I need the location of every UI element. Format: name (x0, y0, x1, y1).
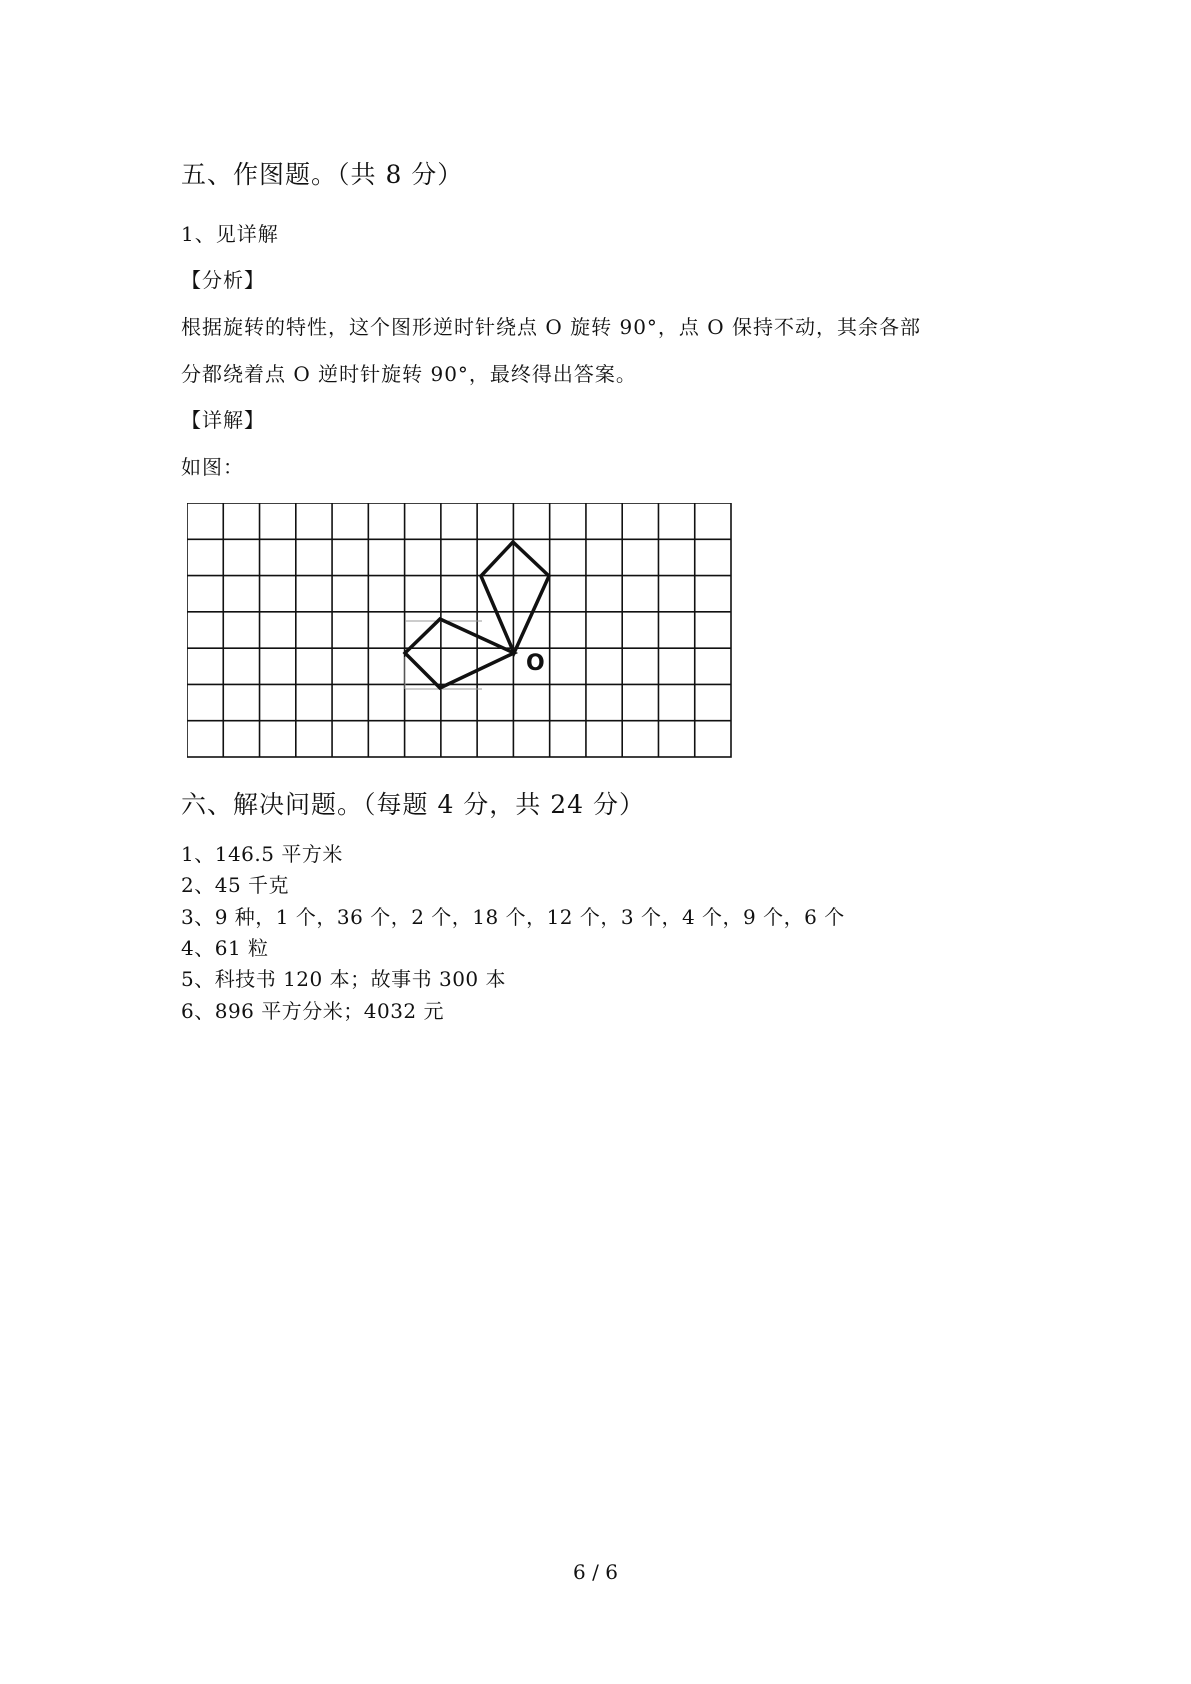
analysis-label: 【分析】 (181, 268, 265, 292)
detail-label: 【详解】 (181, 408, 265, 432)
grid (187, 503, 731, 757)
q1-answer: 1、见详解 (181, 222, 279, 246)
answer-1: 1、146.5 平方米 (181, 842, 343, 866)
point-o-label: O (526, 651, 545, 676)
answer-2: 2、45 千克 (181, 873, 290, 897)
page-number: 6 / 6 (573, 1560, 618, 1584)
answer-3: 3、9 种，1 个，36 个，2 个，18 个，12 个，3 个，4 个，9 个，6 个 (181, 905, 845, 929)
section5-heading: 五、作图题。（共 8 分） (181, 160, 464, 189)
analysis-line-2: 分都绕着点 O 逆时针旋转 90°，最终得出答案。 (181, 362, 637, 386)
rotation-grid-figure (187, 503, 732, 761)
original-pentagon (481, 542, 549, 653)
rotated-pentagon (405, 619, 514, 688)
figure-intro: 如图： (181, 455, 244, 479)
analysis-line-1: 根据旋转的特性，这个图形逆时针绕点 O 旋转 90°，点 O 保持不动，其余各部 (181, 315, 922, 339)
answer-6: 6、896 平方分米；4032 元 (181, 999, 445, 1023)
section6-heading: 六、解决问题。（每题 4 分，共 24 分） (181, 790, 646, 819)
grid-border (187, 503, 731, 757)
answer-5: 5、科技书 120 本；故事书 300 本 (181, 967, 507, 991)
answer-4: 4、61 粒 (181, 936, 269, 960)
